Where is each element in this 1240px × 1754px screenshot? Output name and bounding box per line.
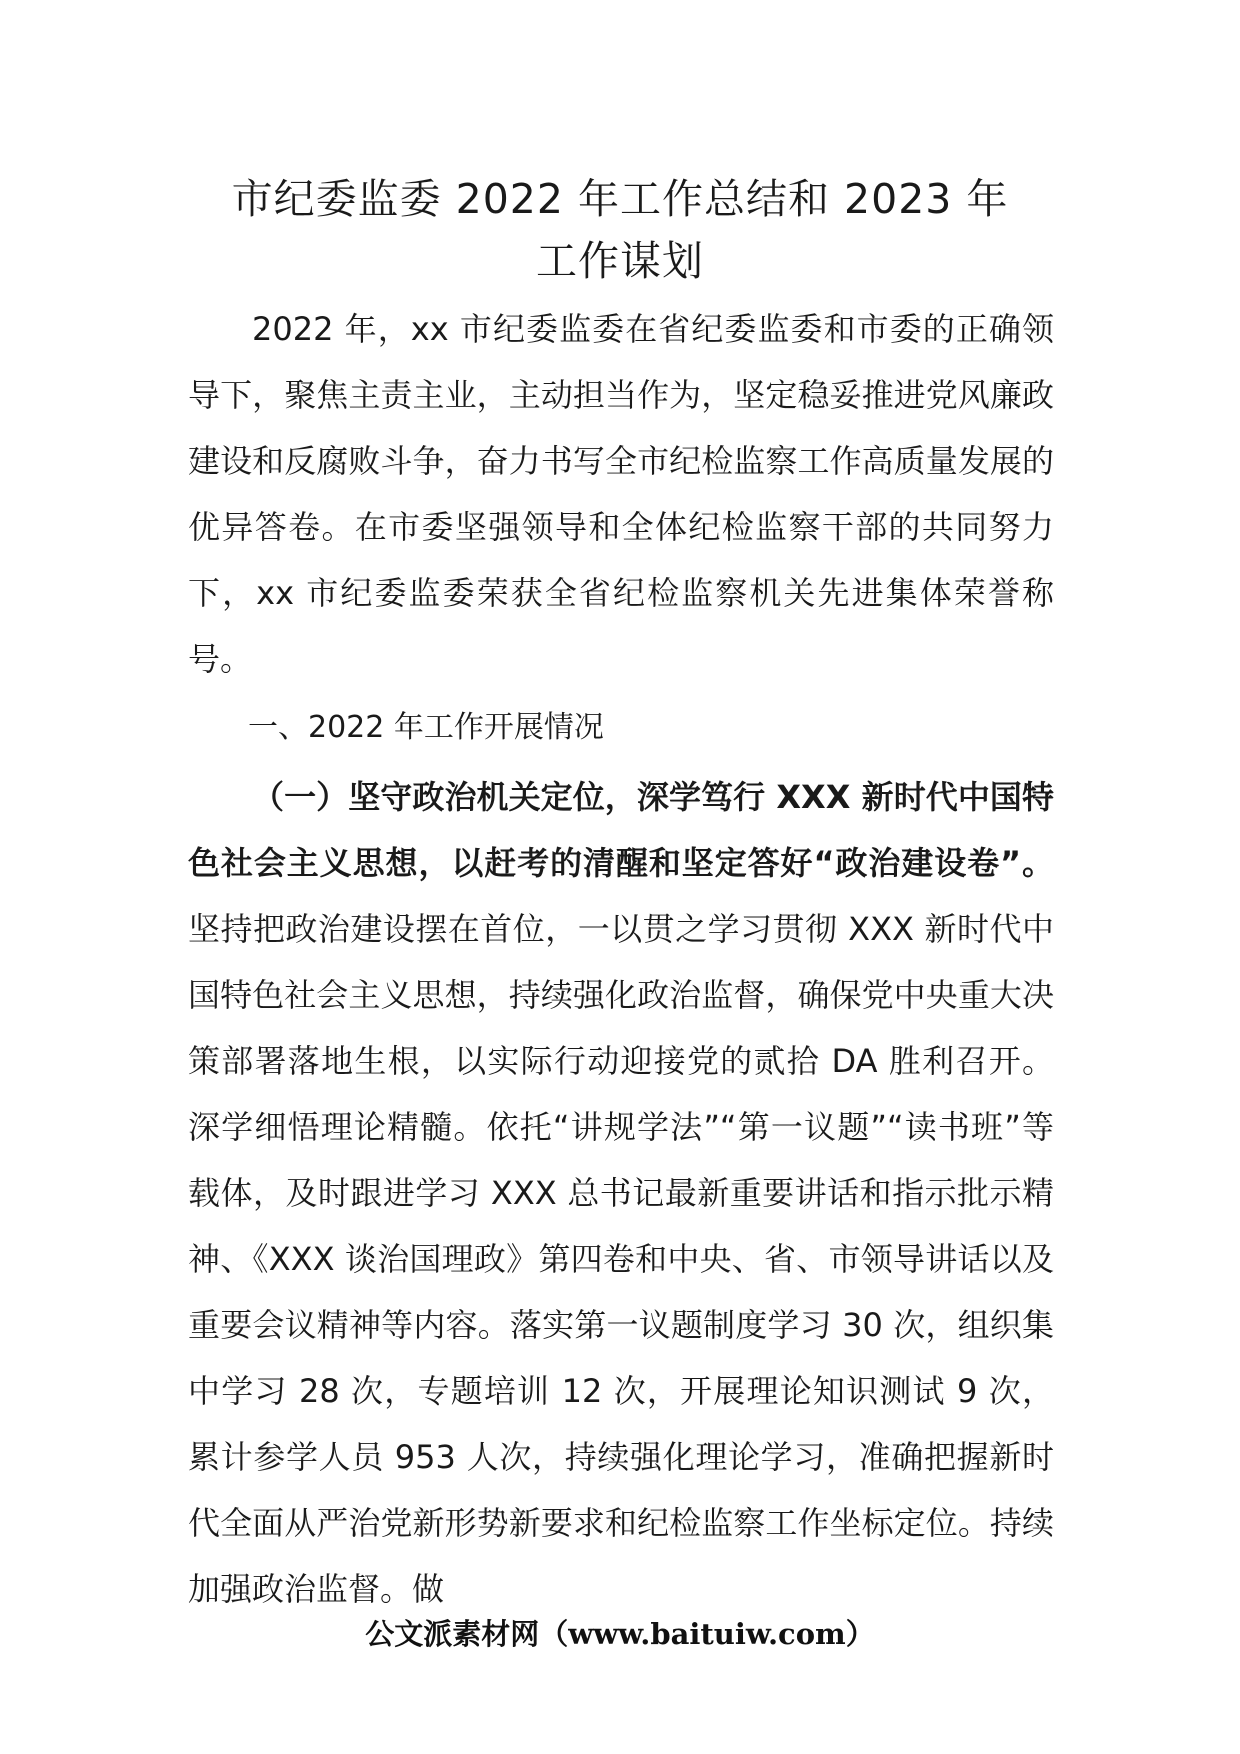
document-body <box>188 296 1054 1622</box>
title-line-1: 市纪委监委 2022 年工作总结和 2023 年 <box>231 175 1009 223</box>
intro-paragraph: 2022 年，xx 市纪委监委在省纪委监委和市委的正确领导下，聚焦主责主业，主动担当作为，坚定稳妥推进党风廉政建设和反腐败斗争，奋力书写全市纪检监察工作高质量发展的优异答卷。在市委坚强领导和全体纪检监察干部的共同努力下，xx 市纪委监委荣获全省纪检监察机关先进集体荣誉称号。 <box>188 310 1054 678</box>
section-heading: 一、2022 年工作开展情况 <box>248 710 604 745</box>
title-line-2: 工作谋划 <box>536 237 704 285</box>
footer-watermark: 公文派素材网（www.baituiw.com） <box>365 1617 875 1651</box>
subsection-heading: （一）坚守政治机关定位，深学笃行 XXX 新时代中国特色社会主义思想，以赶考的清醒和坚定答好“政治建设卷”。 <box>188 778 1054 882</box>
subsection-body: 坚持把政治建设摆在首位，一以贯之学习贯彻 XXX 新时代中国特色社会主义思想，持续强化政治监督，确保党中央重大决策部署落地生根，以实际行动迎接党的贰拾 DA 胜利召开。深学细悟理论精髓。依托“讲规学法”“第一议题”“读书班”等载体，及时跟进学习 XXX 总书记最新重要讲话和指示批示精神、《XXX 谈治国理政》第四卷和中央、省、市领导讲话以及重要会议精神等内容。落实第一议题制度学习 30 次，组织集中学习 28 次，专题培训 12 次，开展理论知识测试 9 次，累计参学人员 953 人次，持续强化理论学习，准确把握新时代全面从严治党新形势新要求和纪检监察工作坐标定位。持续加强政治监督。做 <box>188 910 1054 1608</box>
subsection-paragraph <box>188 764 1054 1622</box>
document-title <box>180 168 1060 292</box>
